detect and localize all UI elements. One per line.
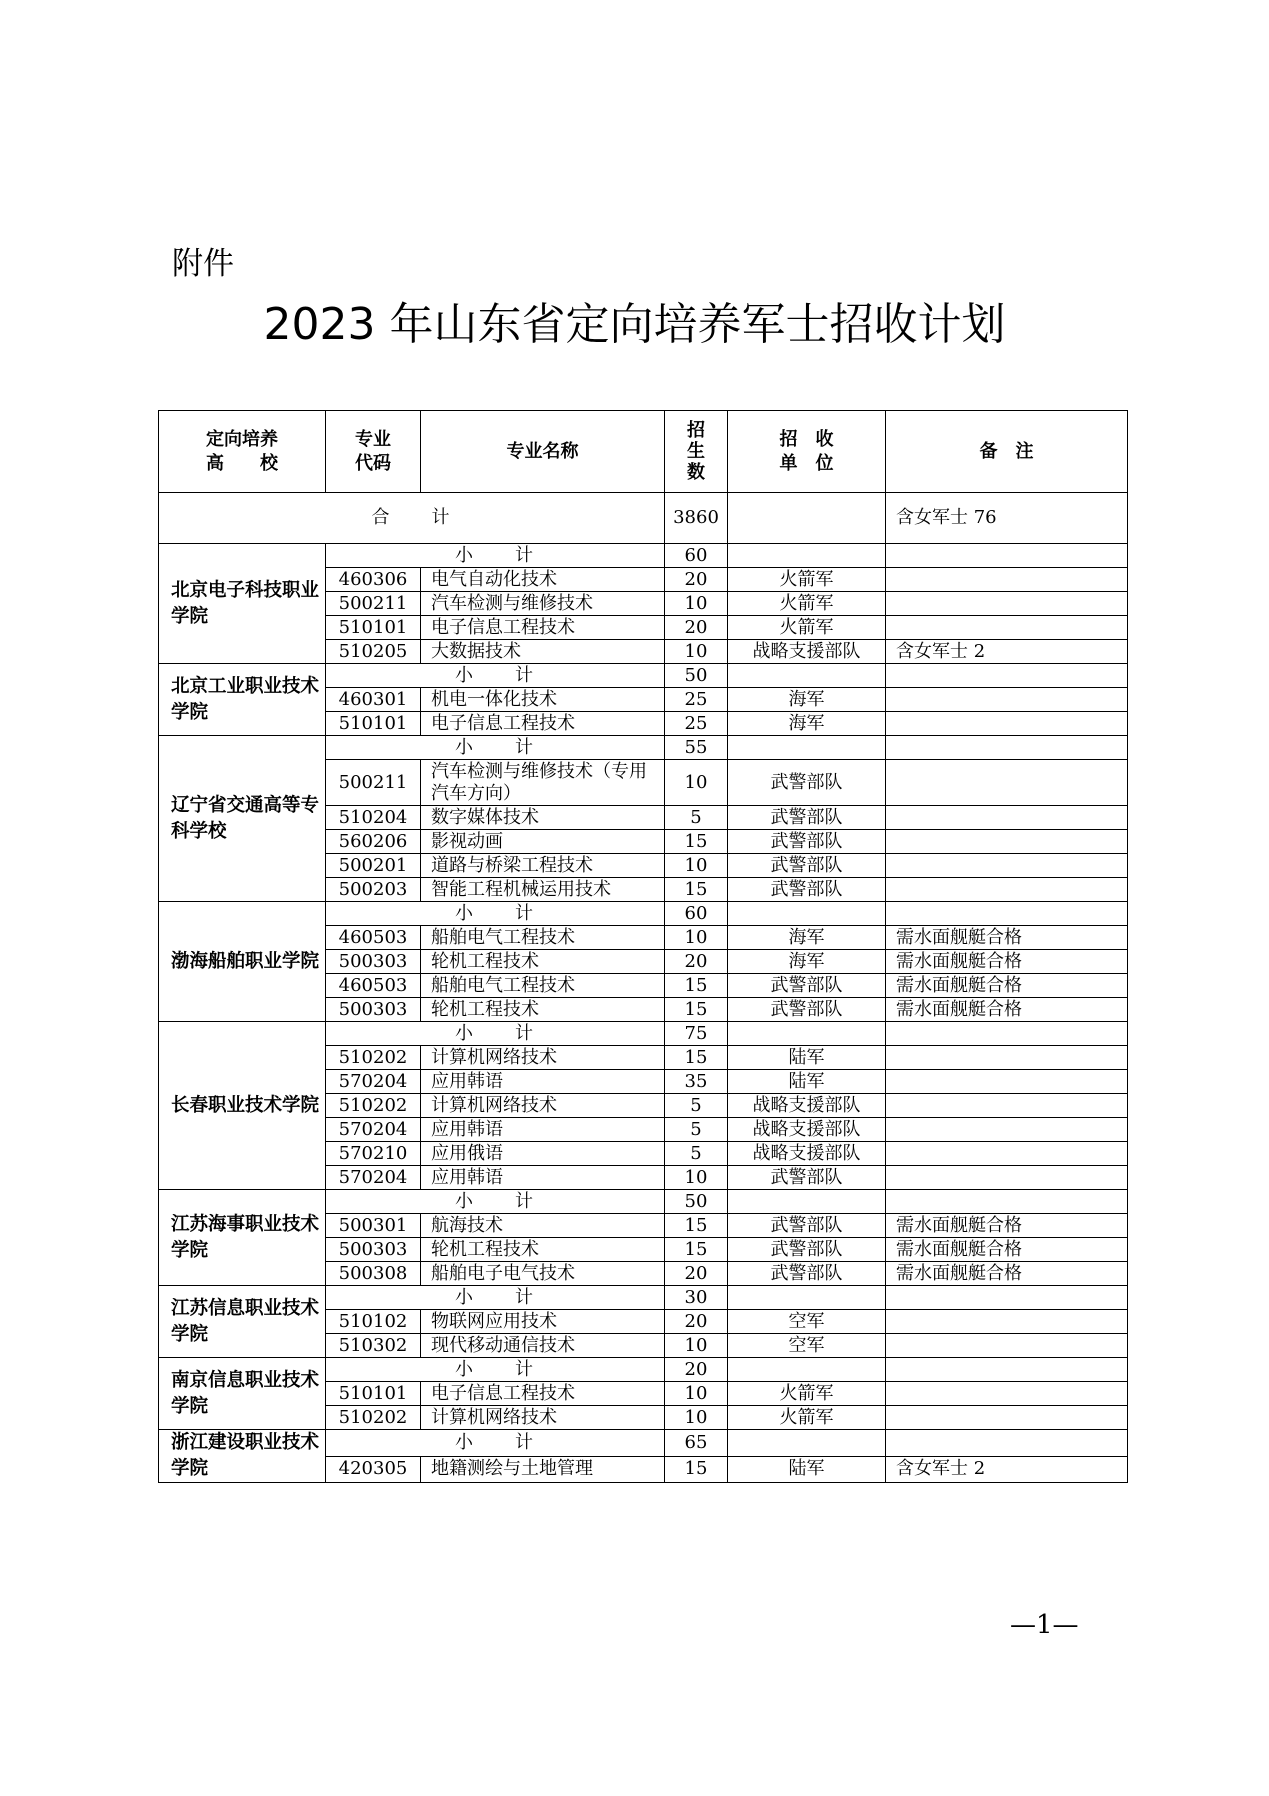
recruit-unit: 战略支援部队 bbox=[728, 1094, 886, 1118]
remark bbox=[886, 830, 1128, 854]
major-name: 智能工程机械运用技术 bbox=[421, 878, 665, 902]
recruit-unit: 空军 bbox=[728, 1310, 886, 1334]
remark: 需水面舰艇合格 bbox=[886, 1238, 1128, 1262]
recruit-unit: 战略支援部队 bbox=[728, 1142, 886, 1166]
subtotal-note bbox=[886, 1430, 1128, 1457]
subtotal-label: 小 计 bbox=[326, 544, 665, 568]
remark bbox=[886, 592, 1128, 616]
recruit-unit: 海军 bbox=[728, 926, 886, 950]
recruit-unit: 陆军 bbox=[728, 1070, 886, 1094]
header-school: 定向培养 高 校 bbox=[159, 411, 326, 493]
enroll-count: 20 bbox=[665, 568, 728, 592]
major-code: 500301 bbox=[326, 1214, 421, 1238]
major-code: 510202 bbox=[326, 1094, 421, 1118]
enroll-count: 5 bbox=[665, 1142, 728, 1166]
enroll-count: 20 bbox=[665, 616, 728, 640]
major-name: 电子信息工程技术 bbox=[421, 1382, 665, 1406]
remark bbox=[886, 1166, 1128, 1190]
major-name: 汽车检测与维修技术 bbox=[421, 592, 665, 616]
subtotal-label: 小 计 bbox=[326, 1358, 665, 1382]
major-code: 570204 bbox=[326, 1166, 421, 1190]
major-name: 航海技术 bbox=[421, 1214, 665, 1238]
subtotal-row bbox=[159, 736, 1128, 760]
enroll-count: 10 bbox=[665, 926, 728, 950]
recruit-unit: 战略支援部队 bbox=[728, 640, 886, 664]
subtotal-unit bbox=[728, 736, 886, 760]
major-name: 大数据技术 bbox=[421, 640, 665, 664]
enroll-count: 10 bbox=[665, 592, 728, 616]
recruit-unit: 海军 bbox=[728, 688, 886, 712]
major-name: 汽车检测与维修技术（专用汽车方向） bbox=[421, 760, 665, 806]
recruit-unit: 火箭军 bbox=[728, 616, 886, 640]
subtotal-note bbox=[886, 544, 1128, 568]
subtotal-unit bbox=[728, 544, 886, 568]
recruit-unit: 火箭军 bbox=[728, 568, 886, 592]
subtotal-row bbox=[159, 664, 1128, 688]
enroll-count: 15 bbox=[665, 998, 728, 1022]
major-code: 510202 bbox=[326, 1406, 421, 1430]
major-name: 电子信息工程技术 bbox=[421, 616, 665, 640]
major-code: 510102 bbox=[326, 1310, 421, 1334]
enroll-count: 15 bbox=[665, 878, 728, 902]
remark bbox=[886, 1046, 1128, 1070]
recruit-unit: 武警部队 bbox=[728, 830, 886, 854]
remark bbox=[886, 712, 1128, 736]
header-code: 专业 代码 bbox=[326, 411, 421, 493]
subtotal-label: 小 计 bbox=[326, 1022, 665, 1046]
remark: 需水面舰艇合格 bbox=[886, 974, 1128, 998]
recruit-unit: 武警部队 bbox=[728, 998, 886, 1022]
subtotal-count: 50 bbox=[665, 664, 728, 688]
remark bbox=[886, 854, 1128, 878]
major-code: 500211 bbox=[326, 760, 421, 806]
subtotal-unit bbox=[728, 1190, 886, 1214]
remark bbox=[886, 760, 1128, 806]
remark: 含女军士 2 bbox=[886, 1456, 1128, 1483]
recruit-unit: 武警部队 bbox=[728, 806, 886, 830]
recruit-unit: 武警部队 bbox=[728, 854, 886, 878]
remark bbox=[886, 1382, 1128, 1406]
subtotal-count: 55 bbox=[665, 736, 728, 760]
subtotal-label: 小 计 bbox=[326, 1286, 665, 1310]
subtotal-note bbox=[886, 1358, 1128, 1382]
school-name: 渤海船舶职业学院 bbox=[159, 902, 326, 1022]
remark: 需水面舰艇合格 bbox=[886, 1262, 1128, 1286]
school-name: 辽宁省交通高等专科学校 bbox=[159, 736, 326, 902]
enroll-count: 10 bbox=[665, 640, 728, 664]
recruit-unit: 武警部队 bbox=[728, 1166, 886, 1190]
total-note: 含女军士 76 bbox=[886, 493, 1128, 544]
subtotal-count: 65 bbox=[665, 1430, 728, 1457]
subtotal-note bbox=[886, 902, 1128, 926]
enroll-count: 10 bbox=[665, 1334, 728, 1358]
recruit-unit: 武警部队 bbox=[728, 878, 886, 902]
enroll-count: 5 bbox=[665, 1094, 728, 1118]
remark bbox=[886, 1142, 1128, 1166]
recruit-unit: 火箭军 bbox=[728, 1382, 886, 1406]
recruit-unit: 战略支援部队 bbox=[728, 1118, 886, 1142]
recruit-unit: 武警部队 bbox=[728, 1262, 886, 1286]
recruit-unit: 火箭军 bbox=[728, 1406, 886, 1430]
school-name: 北京电子科技职业学院 bbox=[159, 544, 326, 664]
total-count: 3860 bbox=[665, 493, 728, 544]
remark bbox=[886, 568, 1128, 592]
enroll-count: 15 bbox=[665, 1456, 728, 1483]
major-name: 轮机工程技术 bbox=[421, 1238, 665, 1262]
major-code: 510101 bbox=[326, 1382, 421, 1406]
enroll-count: 5 bbox=[665, 806, 728, 830]
recruit-unit: 陆军 bbox=[728, 1046, 886, 1070]
major-code: 500203 bbox=[326, 878, 421, 902]
subtotal-row bbox=[159, 1022, 1128, 1046]
subtotal-unit bbox=[728, 1022, 886, 1046]
major-code: 560206 bbox=[326, 830, 421, 854]
major-code: 570210 bbox=[326, 1142, 421, 1166]
remark: 需水面舰艇合格 bbox=[886, 950, 1128, 974]
remark bbox=[886, 616, 1128, 640]
subtotal-row bbox=[159, 1358, 1128, 1382]
subtotal-count: 60 bbox=[665, 902, 728, 926]
header-count: 招 生 数 bbox=[665, 411, 728, 493]
school-name: 南京信息职业技术学院 bbox=[159, 1358, 326, 1430]
subtotal-row bbox=[159, 1190, 1128, 1214]
remark bbox=[886, 806, 1128, 830]
recruit-unit: 武警部队 bbox=[728, 974, 886, 998]
enroll-count: 20 bbox=[665, 1310, 728, 1334]
enroll-count: 25 bbox=[665, 712, 728, 736]
enroll-count: 20 bbox=[665, 950, 728, 974]
remark bbox=[886, 1070, 1128, 1094]
subtotal-note bbox=[886, 1190, 1128, 1214]
attachment-label: 附件 bbox=[172, 246, 234, 282]
major-name: 地籍测绘与土地管理 bbox=[421, 1456, 665, 1483]
recruit-unit: 陆军 bbox=[728, 1456, 886, 1483]
subtotal-count: 50 bbox=[665, 1190, 728, 1214]
major-name: 电子信息工程技术 bbox=[421, 712, 665, 736]
major-name: 计算机网络技术 bbox=[421, 1046, 665, 1070]
enroll-count: 15 bbox=[665, 1238, 728, 1262]
page-number: —1— bbox=[1010, 1610, 1079, 1640]
subtotal-unit bbox=[728, 902, 886, 926]
major-name: 应用韩语 bbox=[421, 1118, 665, 1142]
major-name: 机电一体化技术 bbox=[421, 688, 665, 712]
major-code: 500303 bbox=[326, 998, 421, 1022]
major-code: 510101 bbox=[326, 712, 421, 736]
enroll-count: 25 bbox=[665, 688, 728, 712]
remark: 需水面舰艇合格 bbox=[886, 1214, 1128, 1238]
remark bbox=[886, 1334, 1128, 1358]
recruit-unit: 武警部队 bbox=[728, 760, 886, 806]
major-name: 数字媒体技术 bbox=[421, 806, 665, 830]
subtotal-count: 20 bbox=[665, 1358, 728, 1382]
subtotal-unit bbox=[728, 1286, 886, 1310]
recruit-unit: 海军 bbox=[728, 950, 886, 974]
major-code: 570204 bbox=[326, 1070, 421, 1094]
enroll-count: 10 bbox=[665, 854, 728, 878]
major-code: 420305 bbox=[326, 1456, 421, 1483]
header-major: 专业名称 bbox=[421, 411, 665, 493]
subtotal-label: 小 计 bbox=[326, 1430, 665, 1457]
major-code: 500303 bbox=[326, 1238, 421, 1262]
major-name: 电气自动化技术 bbox=[421, 568, 665, 592]
remark bbox=[886, 1118, 1128, 1142]
major-code: 460301 bbox=[326, 688, 421, 712]
header-note: 备 注 bbox=[886, 411, 1128, 493]
major-name: 轮机工程技术 bbox=[421, 950, 665, 974]
subtotal-row bbox=[159, 1430, 1128, 1457]
major-code: 460306 bbox=[326, 568, 421, 592]
school-name: 浙江建设职业技术学院 bbox=[159, 1430, 326, 1483]
subtotal-label: 小 计 bbox=[326, 902, 665, 926]
remark bbox=[886, 688, 1128, 712]
school-name: 江苏海事职业技术学院 bbox=[159, 1190, 326, 1286]
subtotal-row bbox=[159, 1286, 1128, 1310]
subtotal-note bbox=[886, 736, 1128, 760]
major-name: 计算机网络技术 bbox=[421, 1094, 665, 1118]
total-unit bbox=[728, 493, 886, 544]
recruit-unit: 武警部队 bbox=[728, 1214, 886, 1238]
subtotal-count: 30 bbox=[665, 1286, 728, 1310]
subtotal-label: 小 计 bbox=[326, 736, 665, 760]
remark: 需水面舰艇合格 bbox=[886, 998, 1128, 1022]
subtotal-note bbox=[886, 1286, 1128, 1310]
remark: 含女军士 2 bbox=[886, 640, 1128, 664]
remark bbox=[886, 878, 1128, 902]
recruitment-plan-table bbox=[158, 410, 1128, 1483]
subtotal-unit bbox=[728, 1430, 886, 1457]
remark bbox=[886, 1094, 1128, 1118]
enroll-count: 10 bbox=[665, 1166, 728, 1190]
enroll-count: 10 bbox=[665, 1406, 728, 1430]
major-name: 船舶电气工程技术 bbox=[421, 926, 665, 950]
major-code: 570204 bbox=[326, 1118, 421, 1142]
major-name: 船舶电气工程技术 bbox=[421, 974, 665, 998]
major-code: 510302 bbox=[326, 1334, 421, 1358]
recruit-unit: 武警部队 bbox=[728, 1238, 886, 1262]
major-code: 510101 bbox=[326, 616, 421, 640]
total-row bbox=[159, 493, 1128, 544]
major-code: 510205 bbox=[326, 640, 421, 664]
major-code: 500201 bbox=[326, 854, 421, 878]
major-code: 510204 bbox=[326, 806, 421, 830]
school-name: 北京工业职业技术学院 bbox=[159, 664, 326, 736]
enroll-count: 15 bbox=[665, 974, 728, 998]
subtotal-unit bbox=[728, 664, 886, 688]
major-name: 轮机工程技术 bbox=[421, 998, 665, 1022]
major-name: 物联网应用技术 bbox=[421, 1310, 665, 1334]
table-header-row bbox=[159, 411, 1128, 493]
recruit-unit: 空军 bbox=[728, 1334, 886, 1358]
enroll-count: 15 bbox=[665, 830, 728, 854]
recruit-unit: 海军 bbox=[728, 712, 886, 736]
total-label: 合 计 bbox=[159, 493, 665, 544]
major-code: 500303 bbox=[326, 950, 421, 974]
major-code: 510202 bbox=[326, 1046, 421, 1070]
remark bbox=[886, 1406, 1128, 1430]
major-name: 影视动画 bbox=[421, 830, 665, 854]
major-code: 500308 bbox=[326, 1262, 421, 1286]
subtotal-label: 小 计 bbox=[326, 664, 665, 688]
school-name: 江苏信息职业技术学院 bbox=[159, 1286, 326, 1358]
recruit-unit: 火箭军 bbox=[728, 592, 886, 616]
enroll-count: 15 bbox=[665, 1214, 728, 1238]
enroll-count: 20 bbox=[665, 1262, 728, 1286]
school-name: 长春职业技术学院 bbox=[159, 1022, 326, 1190]
major-code: 460503 bbox=[326, 926, 421, 950]
major-name: 应用韩语 bbox=[421, 1070, 665, 1094]
enroll-count: 35 bbox=[665, 1070, 728, 1094]
enroll-count: 5 bbox=[665, 1118, 728, 1142]
enroll-count: 10 bbox=[665, 1382, 728, 1406]
subtotal-count: 75 bbox=[665, 1022, 728, 1046]
subtotal-note bbox=[886, 664, 1128, 688]
subtotal-label: 小 计 bbox=[326, 1190, 665, 1214]
major-name: 应用韩语 bbox=[421, 1166, 665, 1190]
major-name: 应用俄语 bbox=[421, 1142, 665, 1166]
major-code: 460503 bbox=[326, 974, 421, 998]
subtotal-note bbox=[886, 1022, 1128, 1046]
enroll-count: 15 bbox=[665, 1046, 728, 1070]
subtotal-count: 60 bbox=[665, 544, 728, 568]
major-code: 500211 bbox=[326, 592, 421, 616]
subtotal-unit bbox=[728, 1358, 886, 1382]
header-unit: 招 收 单 位 bbox=[728, 411, 886, 493]
major-name: 船舶电子电气技术 bbox=[421, 1262, 665, 1286]
subtotal-row bbox=[159, 902, 1128, 926]
remark: 需水面舰艇合格 bbox=[886, 926, 1128, 950]
page-title: 2023 年山东省定向培养军士招收计划 bbox=[263, 299, 1006, 350]
major-name: 现代移动通信技术 bbox=[421, 1334, 665, 1358]
major-name: 计算机网络技术 bbox=[421, 1406, 665, 1430]
remark bbox=[886, 1310, 1128, 1334]
enroll-count: 10 bbox=[665, 760, 728, 806]
major-name: 道路与桥梁工程技术 bbox=[421, 854, 665, 878]
subtotal-row bbox=[159, 544, 1128, 568]
